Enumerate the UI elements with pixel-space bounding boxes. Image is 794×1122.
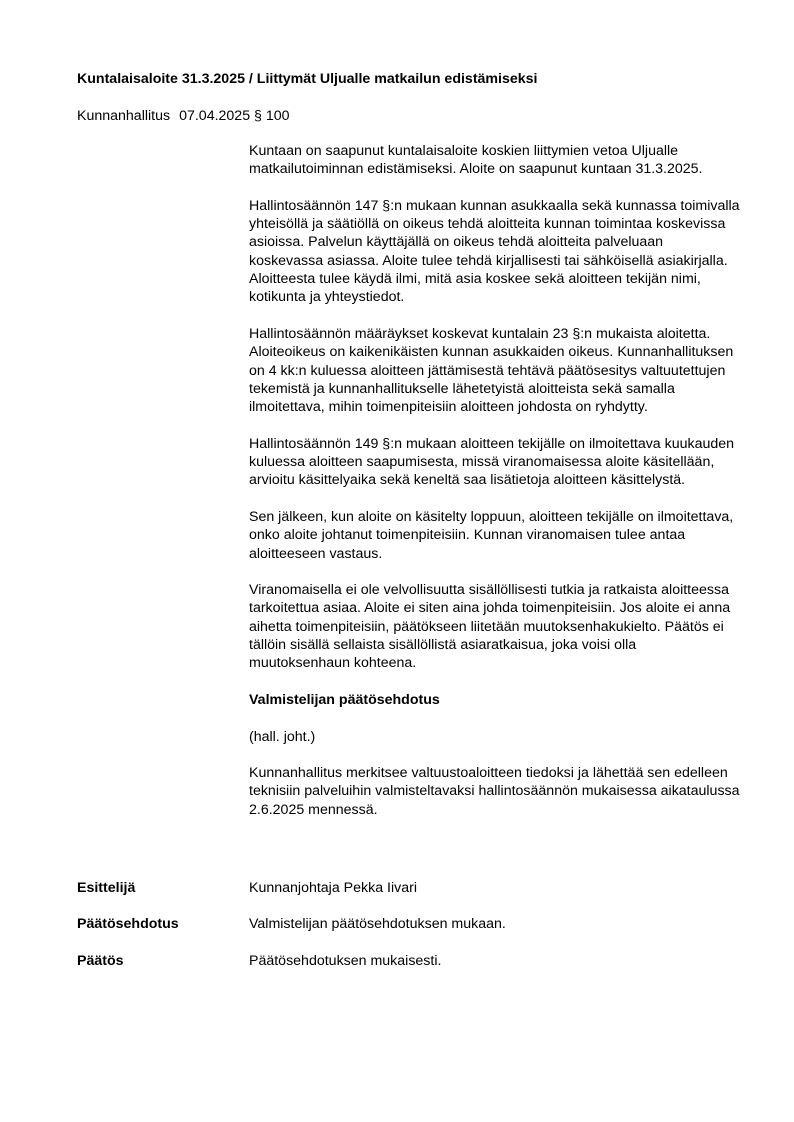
meeting-date: 07.04.2025 xyxy=(179,108,251,124)
meeting-body: Kunnanhallitus xyxy=(77,108,171,124)
preparer-proposal-text: Kunnanhallitus merkitsee valtuustoaloitteen tiedoksi ja lähettää sen edelleen teknisiin palveluihin valmisteltavaksi hallintosäännön mukaisessa aikataulussa 2.6.2025 mennessä. xyxy=(249,765,740,818)
presenter-label: Esittelijä xyxy=(77,880,136,896)
preparer-proposal-heading: Valmistelijan päätösehdotus xyxy=(249,691,440,708)
proposal-value: Valmistelijan päätösehdotuksen mukaan. xyxy=(249,916,506,932)
paragraph-intro: Kuntaan on saapunut kuntalaisaloite koskien liittymien vetoa Uljualle matkailutoiminnan edistämiseksi. Aloite on saapunut kuntaan 31.3.2025. xyxy=(249,143,703,178)
paragraph-section-149: Hallintosäännön 149 §:n mukaan aloitteen tekijälle on ilmoitettava kuukauden kuluessa aloitteen saapumisesta, missä viranomaisessa aloite käsitellään, arvioitu käsittelyaika sekä keneltä saa lisätietoja aloitteen käsittelystä. xyxy=(249,435,735,489)
meeting-section: § 100 xyxy=(254,108,290,124)
paragraph-authority: Viranomaisella ei ole velvollisuutta sisällöllisesti tutkia ja ratkaista aloitteessa tarkoitettua asiaa. Aloite ei siten aina johda toimenpiteisiin. Jos aloite ei anna aihetta toimenpiteisiin, päätökseen liitetään muutoksenhakukielto. Päätös ei tällöin sisällä sellaista sisällöllistä asiaratkaisua, joka voisi olla muutoksenhaun kohteena. xyxy=(249,582,731,672)
paragraph-section-23: Hallintosäännön määräykset koskevat kuntalain 23 §:n mukaista aloitetta. Aloiteoikeus on kaikenikäisten kunnan asukkaiden oikeus. Kunnanhallituksen on 4 kk:n kuluessa aloitteen jättämisestä tehtävä päätösesitys valtuutettujen tekemistä ja kunnanhallitukselle lähetetyistä aloitteista sekä samalla ilmoitettava, mihin toimenpiteisiin aloitteen johdosta on ryhdytty. xyxy=(249,325,734,416)
decision-label: Päätös xyxy=(77,953,124,969)
paragraph-after-handling: Sen jälkeen, kun aloite on käsitelty loppuun, aloitteen tekijälle on ilmoitettava, onko aloite johtanut toimenpiteisiin. Kunnan viranomaisen tulee antaa aloitteeseen vastaus. xyxy=(249,508,734,562)
decision-value: Päätösehdotuksen mukaisesti. xyxy=(249,953,442,969)
presenter-value: Kunnanjohtaja Pekka Iivari xyxy=(249,880,417,896)
preparer-name: (hall. joht.) xyxy=(249,728,316,745)
proposal-label: Päätösehdotus xyxy=(77,916,179,932)
preparer-proposal xyxy=(249,691,741,819)
document-title: Kuntalaisaloite 31.3.2025 / Liittymät Uljualle matkailun edistämiseksi xyxy=(77,71,538,87)
paragraph-section-147: Hallintosäännön 147 §:n mukaan kunnan asukkaalla sekä kunnassa toimivalla yhteisöllä ja säätiöllä on oikeus tehdä aloitteita kunnan toimintaa koskevissa asioissa. Palvelun käyttäjällä on oikeus tehdä aloitteita palveluaan koskevassa asiassa. Aloite tulee tehdä kirjallisesti tai sähköisellä asiakirjalla. Aloitteesta tulee käydä ilmi, mitä asia koskee sekä aloitteen tekijän nimi, kotikunta ja yhteystiedot. xyxy=(249,197,740,306)
document-body xyxy=(249,142,741,837)
meeting-line xyxy=(77,107,290,125)
